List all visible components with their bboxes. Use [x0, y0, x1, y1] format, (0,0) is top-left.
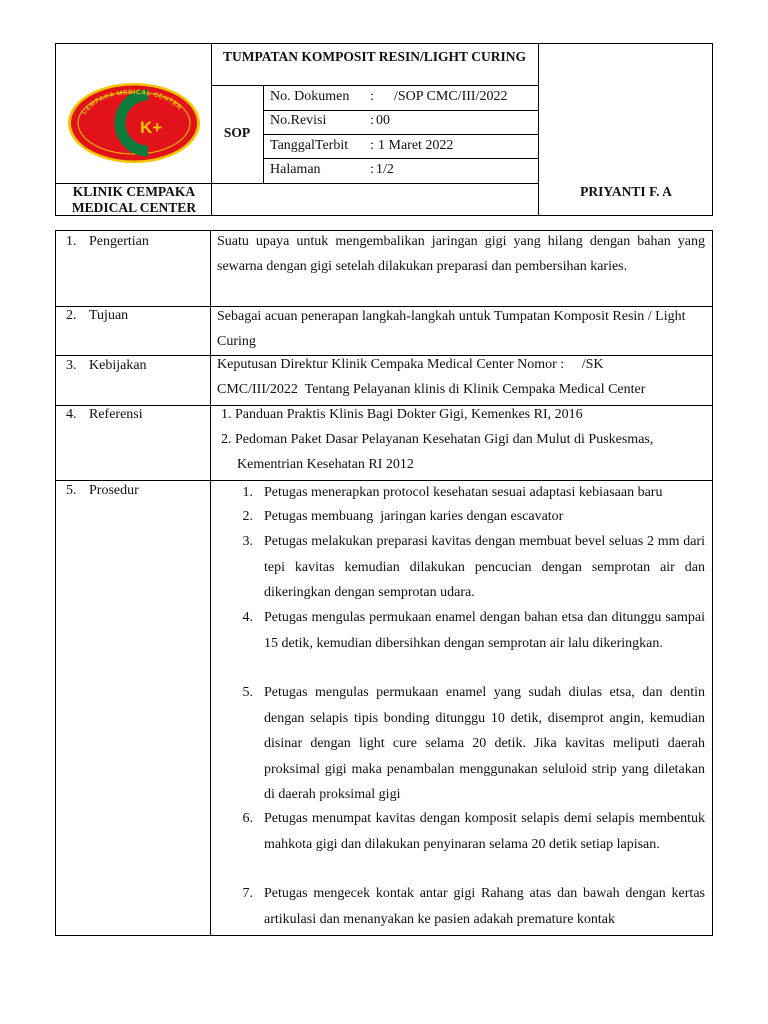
reference-item: 2. Pedoman Paket Dasar Pelayanan Kesehatan Gigi dan Mulut di Puskesmas,: [221, 432, 654, 447]
header-divider: [538, 43, 539, 216]
header-divider: [263, 110, 538, 111]
section-label: Tujuan: [89, 308, 129, 323]
meta-row: [270, 162, 535, 182]
step-number: 3.: [242, 534, 253, 549]
reference-item: 1. Panduan Praktis Klinis Bagi Dokter Gigi, Kemenkes RI, 2016: [221, 407, 583, 422]
step-text: Petugas mengulas permukaan enamel dengan bahan etsa dan ditunggu sampai 15 detik, kemudian dibersihkan dengan semprotan air lalu dikeringkan.: [264, 610, 705, 651]
step-number: 1.: [242, 485, 253, 500]
meta-key: Halaman: [270, 162, 321, 177]
section-number: 3.: [66, 358, 77, 373]
meta-value: 1/2: [376, 162, 394, 177]
step-number: 6.: [242, 811, 253, 826]
section-text-line: CMC/III/2022 Tentang Pelayanan klinis di Klinik Cempaka Medical Center: [217, 382, 646, 397]
content-divider: [55, 355, 713, 356]
meta-sep: :: [370, 113, 374, 128]
step-number: 2.: [242, 509, 253, 524]
meta-row: [270, 89, 535, 109]
step-number: 7.: [242, 886, 253, 901]
header-divider: [263, 158, 538, 159]
section-number: 4.: [66, 407, 77, 422]
section-text: Sebagai acuan penerapan langkah-langkah untuk Tumpatan Komposit Resin / Light Curing: [217, 309, 686, 349]
step-text: Petugas membuang jaringan karies dengan escavator: [264, 509, 564, 524]
logo-ring-text: CEMPAKA MEDICAL CENTER: [80, 88, 184, 117]
meta-sep: :: [370, 138, 374, 153]
step-number: 5.: [242, 685, 253, 700]
step-text: Petugas melakukan preparasi kavitas dengan membuat bevel seluas 2 mm dari tepi kavitas kemudian dilakukan pencucian dengan semprotan air dan dikeringkan dengan semprotan udara.: [264, 534, 705, 600]
section-label: Prosedur: [89, 483, 139, 498]
clinic-logo: [66, 81, 202, 165]
content-divider: [55, 405, 713, 406]
logo-mark: K+: [140, 118, 163, 137]
step-text: Petugas menerapkan protocol kesehatan sesuai adaptasi kebiasaan baru: [264, 485, 663, 500]
section-text: Suatu upaya untuk mengembalikan jaringan gigi yang hilang dengan bahan yang sewarna dengan gigi setelah dilakukan preparasi dan pembersihan karies.: [217, 234, 705, 274]
section-label: Kebijakan: [89, 358, 147, 373]
section-number: 2.: [66, 308, 77, 323]
section-label: Referensi: [89, 407, 143, 422]
meta-sep: :: [370, 89, 374, 104]
step-text: Petugas mengulas permukaan enamel yang sudah diulas etsa, dan dentin dengan selapis tipis bonding ditunggu 10 detik, disemprot angin, kemudian disinar dengan light cure selama 20 detik. Jika kavitas meliputi daerah proksimal gigi maka penambalan menggunakan seluloid strip yang diletakan di daerah proksimal gigi: [264, 685, 705, 802]
step-text: Petugas mengecek kontak antar gigi Rahang atas dan bawah dengan kertas artikulasi dan menanyakan ke pasien adakah premature kontak: [264, 886, 705, 927]
reference-item-continued: Kementrian Kesehatan RI 2012: [237, 457, 414, 472]
meta-value: 1 Maret 2022: [378, 138, 454, 153]
header-divider: [211, 85, 538, 86]
clinic-name: KLINIK CEMPAKA MEDICAL CENTER: [71, 184, 197, 215]
section-number: 1.: [66, 234, 77, 249]
step-number: 4.: [242, 610, 253, 625]
header-divider: [263, 134, 538, 135]
meta-value: /SOP CMC/III/2022: [394, 89, 508, 104]
sop-label: SOP: [223, 125, 251, 140]
document-title: TUMPATAN KOMPOSIT RESIN/LIGHT CURING: [223, 49, 526, 64]
meta-row: [270, 113, 535, 133]
meta-value: 00: [376, 113, 390, 128]
step-text: Petugas menumpat kavitas dengan komposit selapis demi selapis membentuk mahkota gigi dan dilakukan penyinaran selama 20 detik setiap lapisan.: [264, 811, 705, 852]
meta-key: TanggalTerbit: [270, 138, 349, 153]
section-label: Pengertian: [89, 234, 149, 249]
meta-key: No. Dokumen: [270, 89, 350, 104]
section-text-line: Keputusan Direktur Klinik Cempaka Medical Center Nomor : /SK: [217, 357, 604, 372]
meta-sep: :: [370, 162, 374, 177]
meta-key: No.Revisi: [270, 113, 327, 128]
procedure-list: [211, 480, 713, 936]
section-number: 5.: [66, 483, 77, 498]
meta-row: [270, 138, 535, 158]
signatory-name: PRIYANTI F. A: [580, 184, 672, 199]
